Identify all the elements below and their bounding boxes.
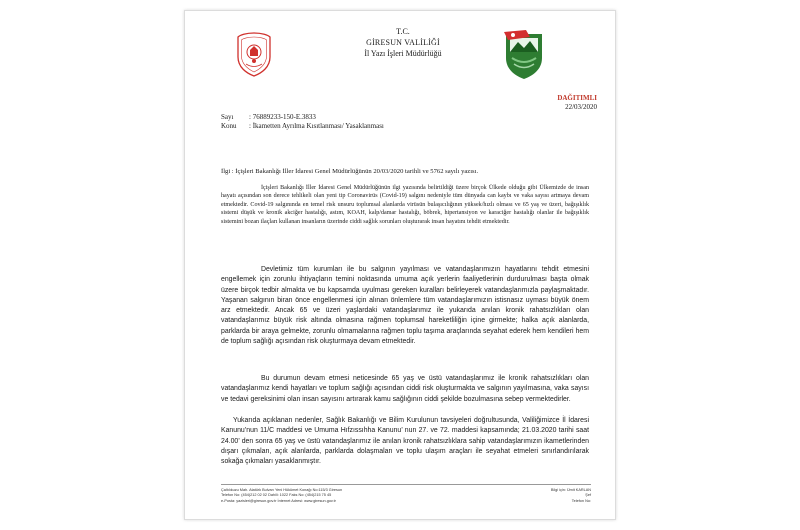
tc-seal-icon <box>236 31 272 77</box>
paragraph-2: Devletimiz tüm kurumları ile bu salgının yayılması ve vatandaşlarımızın hayatlarını tehdit etmesini engellemek için zorunlu ihtiyaçların temini noktasında umuma açık yerlerin faaliyetlerinin durdurulması başta olmak üzere birçok tedbir almakta ve bu kapsamda uyulması gereken kuralları belirleyerek vatandaşlarımızla paylaşmaktadır. Yaşanan salgının biran önce engellenmesi için alınan önlemlere tüm vatandaşlarımızın istisnasız uyması büyük önem arz etmektedir. Ancak 65 ve üzeri yaşlardaki vatandaşlarımız ile yukarıda anılan kronik rahatsızlıkları olan vatandaşlarımız büyük risk altında olmasına rağmen toplumsal hareketliliğin içine girmekte; halka açık alanlarda, parklarda bir araya gelmekte, zorunlu olmamalarına rağmen toplu taşıma araçlarında seyahat ederek hem kendileri hem de toplum sağlığı açısından risk oluşturmaya devam etmektedir. <box>221 266 589 346</box>
header-governorship: GİRESUN VALİLİĞİ <box>366 38 440 47</box>
footer-contact-phone: Telefon No: <box>571 498 591 503</box>
footer-right <box>501 488 591 504</box>
footer-contact-title: Şef <box>585 493 591 498</box>
number-line <box>221 113 316 121</box>
paragraph-4: Yukarıda açıklanan nedenler, Sağlık Bakanlığı ve Bilim Kurulunun tavsiyeleri doğrultusunda, Valiliğimizce İl İdaresi Kanunu’nun 11/C maddesi ve Umuma Hıfzıssıhha Kanunu’ nun 27. ve 72. maddesi kapsamında; 21.03.2020 tarihi saat 24.00’ den sonra 65 yaş ve üstü vatandaşlarımız ile anılan kronik rahatsızlıklara sahip vatandaşlarımızın ikametlerinden dışarı çıkmaları, açık alanlarda, parklarda dolaşmaları ve toplu ulaşım araçları ile seyahat etmeleri sınırlandırılarak sokağa çıkmaları yasaklanmıştır. <box>221 417 589 466</box>
footer-phone: Telefon No: (454)212 02 02 Dahili: 1022 Faks No: (454)215 75 45 <box>221 493 332 498</box>
footer-divider <box>221 484 591 485</box>
document-date: 22/03/2020 <box>565 103 597 111</box>
subject-value: : İkametten Ayrılma Kısıtlanması/ Yasaklanması <box>249 122 384 130</box>
number-label: Sayı <box>221 113 234 121</box>
distribution-label: DAĞITIMLI <box>557 94 597 102</box>
header-directorate: İl Yazı İşleri Müdürlüğü <box>364 49 442 58</box>
number-value: : 76889233-150-E.3833 <box>249 113 316 121</box>
footer-email-web: e-Posta: yazisleri@giresun.gov.tr İnternet Adresi: www.giresun.gov.tr <box>221 498 336 503</box>
subject-label: Konu <box>221 122 237 130</box>
footer-address: Çaltılıkuzu Mah. Atatürk Bulvarı Yeni Hükümet Konağı No:115/3 Giresun <box>221 488 343 492</box>
subject-line <box>221 122 384 130</box>
header-tc: T.C. <box>396 27 410 36</box>
footer-left <box>221 488 461 504</box>
reference-line: İlgi : İçişleri Bakanlığı İller İdaresi Genel Müdürlüğünün 20/03/2020 tarihli ve 5762 sayılı yazısı. <box>221 168 479 175</box>
paragraph-1: İçişleri Bakanlığı İller İdaresi Genel Müdürlüğünün ilgi yazısında belirtildiği üzere birçok Ülkede olduğu gibi Ülkemizde de insan hayatı açısından son derece tehlikeli olan yeni tip Coronavirüs (Covid-19) salgını nedeniyle tüm dünyada can kaybı ve vaka sayısı artmaya devam etmektedir. Covid-19 salgınında en temel risk unsuru toplumsal alanlarda virüsün bulaşıcılığının yüksek/hızlı olması ve 65 yaş ve üzeri, bağışıklık sistemi düşük ve kronik akciğer hastalığı, astım, KOAH, kalp/damar hastalığı, böbrek, hipertansiyon ve karaciğer hastalığı olanlar ile bağışıklık sistemini bozan ilaçları kullanan insanların üzerinde ciddi sağlık sorunları oluşturarak insan hayatını tehdit etmektedir. <box>221 185 589 225</box>
paragraph-3: Bu durumun devam etmesi neticesinde 65 yaş ve üstü vatandaşlarımız ile kronik rahatsızlıkları olan vatandaşlarımız kendi hayatları ve toplum sağlığı açısından ciddi risk oluşturmakta ve salgının yayılmasına, vaka sayısı ve tedavi gereksinimi olan insan sayısını artırarak kamu sağlığının ciddi şekilde bozulmasına sebep vermektedirler. <box>221 375 589 403</box>
giresun-city-logo-icon <box>500 28 548 80</box>
footer-contact: Bilgi için: Ümit KARLAN <box>550 488 591 492</box>
document-page <box>203 14 603 519</box>
